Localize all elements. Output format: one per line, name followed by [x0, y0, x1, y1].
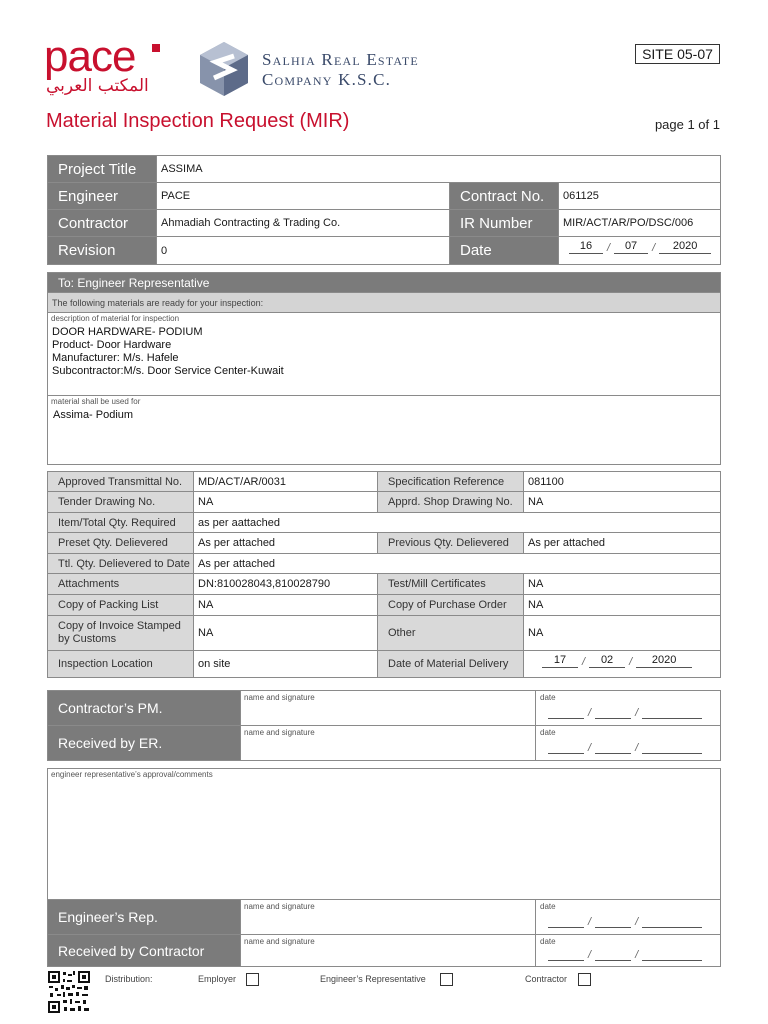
item-total-qty-value[interactable]: as per aattached — [193, 512, 721, 533]
received-by-er-label: Received by ER. — [47, 725, 241, 761]
contractor-label: Contractor — [47, 209, 157, 237]
ir-number-value[interactable]: MIR/ACT/AR/PO/DSC/006 — [558, 209, 721, 237]
delivery-month[interactable]: 02 — [589, 654, 625, 668]
blank-day[interactable] — [548, 914, 584, 928]
engineers-rep-label: Engineer’s Rep. — [47, 899, 241, 935]
approval-comments-caption: engineer representative’s approval/comments — [51, 770, 213, 779]
date-separator: / — [588, 949, 592, 961]
blank-year[interactable] — [642, 705, 702, 719]
material-use-box[interactable] — [47, 395, 721, 465]
other-value[interactable]: NA — [523, 615, 721, 651]
name-signature-caption: name and signature — [244, 937, 315, 946]
material-description-box[interactable] — [47, 312, 721, 396]
invoice-customs-label — [47, 615, 194, 651]
test-mill-cert-value[interactable]: NA — [523, 573, 721, 595]
preset-qty-value[interactable]: As per attached — [193, 532, 378, 554]
blank-year[interactable] — [642, 947, 702, 961]
date-separator: / — [635, 916, 639, 928]
blank-month[interactable] — [595, 740, 631, 754]
spec-reference-value[interactable]: 081100 — [523, 471, 721, 492]
delivery-date-label: Date of Material Delivery — [377, 650, 524, 678]
packing-list-value[interactable]: NA — [193, 594, 378, 616]
invoice-customs-label-line1: Copy of Invoice Stamped — [58, 620, 181, 632]
date-separator: / — [588, 916, 592, 928]
salhia-name-line1: Salhia Real Estate — [262, 50, 419, 69]
tender-drawing-label: Tender Drawing No. — [47, 491, 194, 513]
project-title-label: Project Title — [47, 155, 157, 183]
salhia-company-name — [262, 50, 419, 90]
blank-day[interactable] — [548, 947, 584, 961]
item-total-qty-label: Item/Total Qty. Required — [47, 512, 194, 533]
project-title-value[interactable]: ASSIMA — [156, 155, 721, 183]
pace-logo-arabic: المكتب العربي — [46, 76, 149, 96]
ir-number-label: IR Number — [449, 209, 559, 237]
contract-no-value[interactable]: 061125 — [558, 182, 721, 210]
description-line-2: Product- Door Hardware — [52, 339, 172, 351]
blank-month[interactable] — [595, 705, 631, 719]
contractor-pm-label: Contractor’s PM. — [47, 690, 241, 726]
distribution-engineer-rep-label: Engineer’s Representative — [320, 974, 426, 984]
blank-year[interactable] — [642, 740, 702, 754]
engineers-rep-date-field[interactable] — [535, 899, 721, 935]
blank-day[interactable] — [548, 705, 584, 719]
engineers-rep-signature-field[interactable] — [240, 899, 536, 935]
to-engineer-rep-header: To: Engineer Representative — [47, 272, 721, 293]
blank-month[interactable] — [595, 947, 631, 961]
contractor-pm-signature-field[interactable] — [240, 690, 536, 726]
name-signature-caption: name and signature — [244, 728, 315, 737]
date-separator: / — [588, 742, 592, 754]
pace-logo-wordmark: pace — [44, 32, 136, 81]
shop-drawing-value[interactable]: NA — [523, 491, 721, 513]
description-line-3: Manufacturer: M/s. Hafele — [52, 352, 179, 364]
received-by-contractor-date-field[interactable] — [535, 934, 721, 967]
inspection-location-value[interactable]: on site — [193, 650, 378, 678]
date-month[interactable]: 07 — [614, 240, 648, 254]
approved-transmittal-value[interactable]: MD/ACT/AR/0031 — [193, 471, 378, 492]
distribution-contractor-label: Contractor — [525, 974, 568, 984]
other-label: Other — [377, 615, 524, 651]
pace-logo-dot — [152, 44, 160, 52]
distribution-contractor-checkbox[interactable] — [578, 973, 591, 986]
previous-qty-value[interactable]: As per attached — [523, 532, 721, 554]
form-title: Material Inspection Request (MIR) — [46, 110, 350, 132]
contractor-pm-date-field[interactable] — [535, 690, 721, 726]
pace-logo — [44, 32, 166, 98]
tender-drawing-value[interactable]: NA — [193, 491, 378, 513]
date-separator: / — [652, 242, 656, 254]
page-number: page 1 of 1 — [654, 117, 720, 132]
date-year[interactable]: 2020 — [659, 240, 711, 254]
date-label: Date — [449, 236, 559, 265]
distribution-employer-checkbox[interactable] — [246, 973, 259, 986]
packing-list-label: Copy of Packing List — [47, 594, 194, 616]
material-use-value: Assima- Podium — [53, 409, 134, 421]
date-value[interactable] — [558, 236, 721, 265]
approval-comments-box[interactable] — [47, 768, 721, 900]
salhia-name-line2: Company K.S.C. — [262, 70, 392, 89]
contract-no-label: Contract No. — [449, 182, 559, 210]
purchase-order-label: Copy of Purchase Order — [377, 594, 524, 616]
date-caption: date — [540, 902, 556, 911]
engineer-value[interactable]: PACE — [156, 182, 450, 210]
purchase-order-value[interactable]: NA — [523, 594, 721, 616]
invoice-customs-value[interactable]: NA — [193, 615, 378, 651]
description-line-4: Subcontractor:M/s. Door Service Center-Kuwait — [52, 365, 284, 377]
name-signature-caption: name and signature — [244, 693, 315, 702]
delivery-year[interactable]: 2020 — [636, 654, 692, 668]
distribution-employer-label: Employer — [198, 974, 237, 984]
date-separator: / — [635, 949, 639, 961]
date-caption: date — [540, 693, 556, 702]
date-separator: / — [582, 656, 586, 668]
spec-reference-label: Specification Reference — [377, 471, 524, 492]
date-caption: date — [540, 728, 556, 737]
salhia-logo-icon — [198, 40, 250, 98]
distribution-engineer-rep-checkbox[interactable] — [440, 973, 453, 986]
total-qty-to-date-label: Ttl. Qty. Delievered to Date — [47, 553, 194, 574]
ready-for-inspection-line: The following materials are ready for your inspection: — [47, 292, 721, 313]
date-day[interactable]: 16 — [569, 240, 603, 254]
blank-year[interactable] — [642, 914, 702, 928]
date-caption: date — [540, 937, 556, 946]
revision-value[interactable]: 0 — [156, 236, 450, 265]
approved-transmittal-label: Approved Transmittal No. — [47, 471, 194, 492]
attachments-value[interactable]: DN:810028043,810028790 — [193, 573, 378, 595]
date-separator: / — [629, 656, 633, 668]
description-caption: description of material for inspection — [51, 314, 180, 323]
date-separator: / — [588, 707, 592, 719]
date-separator: / — [635, 707, 639, 719]
contractor-value[interactable]: Ahmadiah Contracting & Trading Co. — [156, 209, 450, 237]
revision-label: Revision — [47, 236, 157, 265]
inspection-location-label: Inspection Location — [47, 650, 194, 678]
name-signature-caption: name and signature — [244, 902, 315, 911]
blank-day[interactable] — [548, 740, 584, 754]
test-mill-cert-label: Test/Mill Certificates — [377, 573, 524, 595]
received-by-er-signature-field[interactable] — [240, 725, 536, 761]
received-by-contractor-signature-field[interactable] — [240, 934, 536, 967]
shop-drawing-label: Apprd. Shop Drawing No. — [377, 491, 524, 513]
total-qty-to-date-value[interactable]: As per attached — [193, 553, 721, 574]
invoice-customs-label-line2: by Customs — [58, 633, 117, 645]
preset-qty-label: Preset Qty. Delievered — [47, 532, 194, 554]
received-by-contractor-label: Received by Contractor — [47, 934, 241, 967]
previous-qty-label: Previous Qty. Delievered — [377, 532, 524, 554]
received-by-er-date-field[interactable] — [535, 725, 721, 761]
engineer-label: Engineer — [47, 182, 157, 210]
delivery-day[interactable]: 17 — [542, 654, 578, 668]
attachments-label: Attachments — [47, 573, 194, 595]
date-separator: / — [607, 242, 611, 254]
material-use-caption: material shall be used for — [51, 397, 141, 406]
delivery-date-value[interactable] — [523, 650, 721, 678]
site-code-box: SITE 05-07 — [635, 44, 720, 64]
description-line-1: DOOR HARDWARE- PODIUM — [52, 326, 203, 338]
qr-code-icon — [47, 970, 91, 1014]
blank-month[interactable] — [595, 914, 631, 928]
distribution-label: Distribution: — [105, 974, 153, 984]
date-separator: / — [635, 742, 639, 754]
